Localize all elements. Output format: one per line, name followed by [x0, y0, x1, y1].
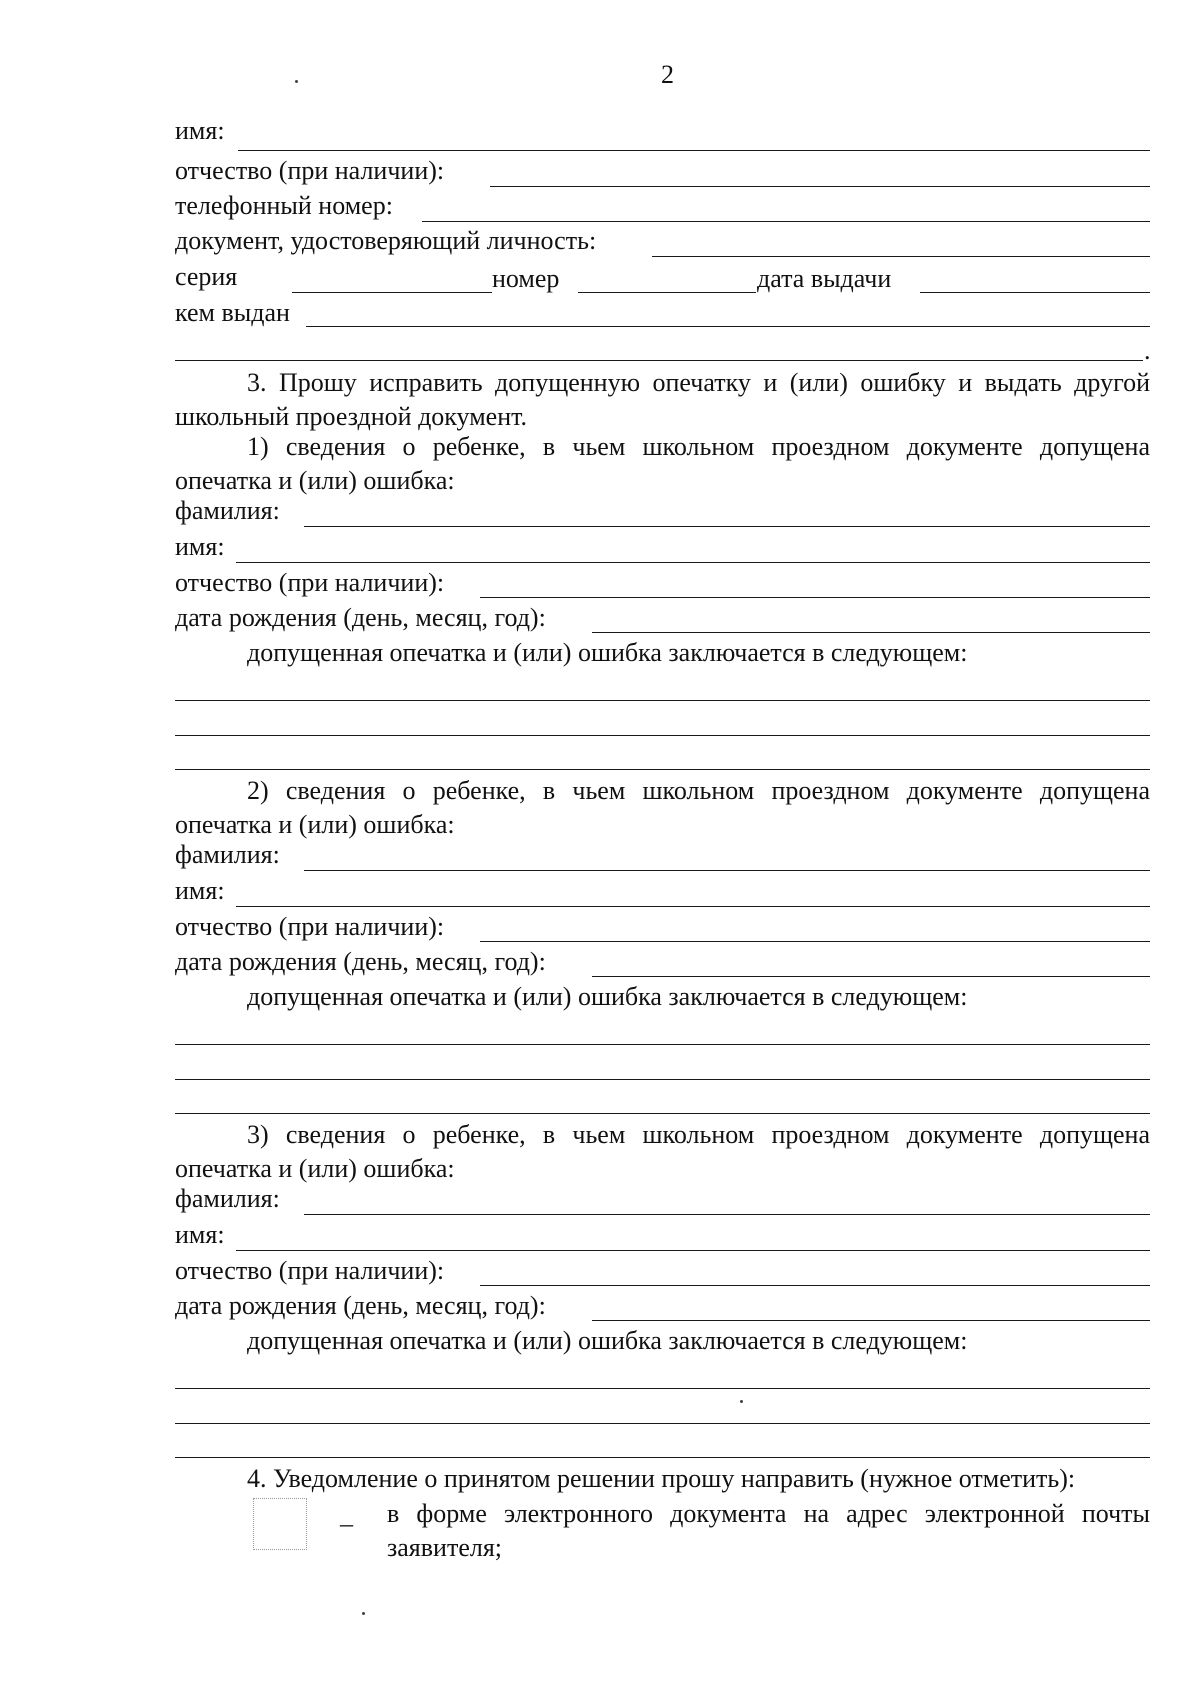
- applicant-issued-by-label: кем выдан: [175, 298, 290, 327]
- section-4-text: 4. Уведомление о принятом решении прошу направить (нужное отметить):: [247, 1464, 1076, 1493]
- child-3-name-label: имя:: [175, 1220, 225, 1249]
- child-1-surname-label: фамилия:: [175, 496, 280, 525]
- child-3-patronymic-label: отчество (при наличии):: [175, 1256, 445, 1285]
- child-3-surname-field[interactable]: [304, 1214, 1150, 1215]
- applicant-extra-line[interactable]: [175, 360, 1143, 361]
- child-1-error-label: допущенная опечатка и (или) ошибка заключается в следующем:: [247, 638, 968, 667]
- child-2-error-line-2[interactable]: [175, 1079, 1150, 1080]
- applicant-id-document-field[interactable]: [652, 256, 1150, 257]
- child-2-error-line-1[interactable]: [175, 1044, 1150, 1045]
- child-2-heading: 2) сведения о ребенке, в чьем школьном проездном документе допущена опечатка и (или) ошибка:: [175, 776, 1150, 839]
- child-3-error-line-2[interactable]: [175, 1423, 1150, 1424]
- applicant-series-label: серия: [175, 262, 238, 291]
- applicant-number-label: номер: [492, 264, 560, 293]
- child-3-birth-label: дата рождения (день, месяц, год):: [175, 1291, 546, 1320]
- child-1-patronymic-field[interactable]: [480, 597, 1150, 598]
- child-3-error-line-1[interactable]: [175, 1388, 1150, 1389]
- child-2-name-label: имя:: [175, 876, 225, 905]
- child-1-name-label: имя:: [175, 532, 225, 561]
- applicant-name-field[interactable]: [238, 150, 1150, 151]
- child-2-birth-field[interactable]: [592, 976, 1150, 977]
- child-3-surname-label: фамилия:: [175, 1184, 280, 1213]
- child-3-birth-field[interactable]: [592, 1320, 1150, 1321]
- child-1-name-field[interactable]: [236, 562, 1150, 563]
- page-number: 2: [661, 60, 674, 89]
- child-1-patronymic-label: отчество (при наличии):: [175, 568, 445, 597]
- child-1-surname-field[interactable]: [304, 526, 1150, 527]
- child-3-heading: 3) сведения о ребенке, в чьем школьном проездном документе допущена опечатка и (или) ошибка:: [175, 1120, 1150, 1183]
- child-2-patronymic-field[interactable]: [480, 941, 1150, 942]
- child-2-error-line-3[interactable]: [175, 1113, 1150, 1114]
- child-3-error-line-3[interactable]: [175, 1457, 1150, 1458]
- email-option-dash: _: [340, 1500, 353, 1529]
- child-2-name-field[interactable]: [236, 906, 1150, 907]
- applicant-patronymic-field[interactable]: [490, 186, 1150, 187]
- applicant-phone-field[interactable]: [422, 221, 1150, 222]
- child-2-surname-label: фамилия:: [175, 840, 280, 869]
- child-1-birth-label: дата рождения (день, месяц, год):: [175, 603, 546, 632]
- applicant-number-field[interactable]: [578, 292, 756, 293]
- applicant-name-label: имя:: [175, 116, 225, 145]
- applicant-series-field[interactable]: [292, 292, 492, 293]
- child-1-error-line-1[interactable]: [175, 700, 1150, 701]
- applicant-phone-label: телефонный номер:: [175, 191, 393, 220]
- applicant-end-mark: .: [1144, 336, 1151, 365]
- child-1-error-line-3[interactable]: [175, 769, 1150, 770]
- section-3-text: 3. Прошу исправить допущенную опечатку и (или) ошибку и выдать другой школьный проездной документ.: [175, 368, 1150, 431]
- child-2-error-label: допущенная опечатка и (или) ошибка заключается в следующем:: [247, 982, 968, 1011]
- child-2-patronymic-label: отчество (при наличии):: [175, 912, 445, 941]
- scan-speck: [295, 80, 298, 83]
- applicant-issue-date-label: дата выдачи: [757, 264, 892, 293]
- email-option-text: в форме электронного документа на адрес электронной почты заявителя;: [387, 1499, 1150, 1562]
- email-option-checkbox[interactable]: [253, 1498, 307, 1550]
- child-3-name-field[interactable]: [236, 1250, 1150, 1251]
- child-1-heading: 1) сведения о ребенке, в чьем школьном проездном документе допущена опечатка и (или) ошибка:: [175, 432, 1150, 495]
- child-2-birth-label: дата рождения (день, месяц, год):: [175, 947, 546, 976]
- child-3-patronymic-field[interactable]: [480, 1285, 1150, 1286]
- applicant-id-document-label: документ, удостоверяющий личность:: [175, 226, 597, 255]
- applicant-issued-by-field[interactable]: [306, 326, 1150, 327]
- scan-speck: [740, 1400, 743, 1403]
- child-3-error-label: допущенная опечатка и (или) ошибка заключается в следующем:: [247, 1326, 968, 1355]
- applicant-patronymic-label: отчество (при наличии):: [175, 156, 445, 185]
- child-1-error-line-2[interactable]: [175, 735, 1150, 736]
- scan-speck: [362, 1612, 365, 1615]
- child-2-surname-field[interactable]: [304, 870, 1150, 871]
- child-1-birth-field[interactable]: [592, 632, 1150, 633]
- applicant-issue-date-field[interactable]: [920, 292, 1150, 293]
